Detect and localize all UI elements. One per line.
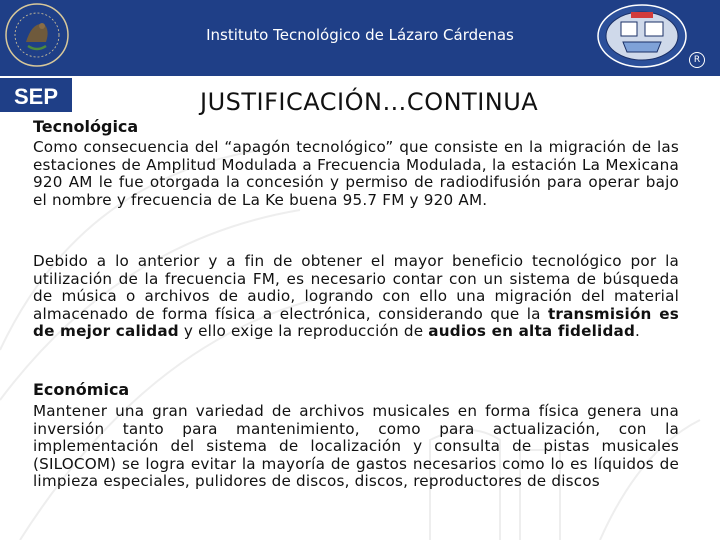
paragraph-economica: Mantener una gran variedad de archivos musicales en forma física genera una inversión tanto para mantenimiento, como para actualización, con la implementación del sistema de localización y consulta de pistas musicales (SILOCOM) se logra evitar la mayoría de gastos necesarios como lo es líquidos de limpieza especiales, pulidores de discos, discos, reproductores de discos bbox=[33, 402, 679, 490]
institute-seal-icon bbox=[597, 4, 687, 68]
highlight-audio: audios en alta fidelidad bbox=[428, 322, 636, 340]
paragraph-text: y ello exige la reproducción de bbox=[178, 322, 429, 340]
section-heading-economica: Económica bbox=[33, 380, 130, 399]
header-bar bbox=[0, 0, 720, 76]
section-heading-tecnologica: Tecnológica bbox=[33, 117, 139, 136]
paragraph-text: Debido a lo anterior y a fin de obtener el mayor beneficio tecnológico por la utilización de la frecuencia FM, es necesario contar con un sistema de búsqueda de música o archivos de audio, logrando con ello una migración del material almacenado de forma física a electrónica, considerando que la bbox=[33, 252, 679, 323]
slide-subtitle: JUSTIFICACIÓN…CONTINUA bbox=[200, 88, 539, 116]
highlight-transmission: transmisión es de mejor calidad bbox=[33, 304, 679, 340]
sep-logo bbox=[0, 76, 72, 116]
institute-title: Instituto Tecnológico de Lázaro Cárdenas bbox=[206, 26, 514, 44]
registered-mark: R bbox=[689, 52, 705, 68]
paragraph-tecnologica-1: Como consecuencia del “apagón tecnológico” que consiste en la migración de las estaciones de Amplitud Modulada a Frecuencia Modulada, la estación La Mexicana 920 AM le fue otorgada la concesión y permiso de radiodifusión para operar bajo el nombre y frecuencia de La Ke buena 95.7 FM y 920 AM. bbox=[33, 138, 679, 209]
svg-text:SEP: SEP bbox=[13, 84, 59, 109]
paragraph-tecnologica-2 bbox=[33, 253, 679, 341]
mexican-crest-icon bbox=[4, 2, 70, 68]
paragraph-text: . bbox=[635, 322, 641, 340]
